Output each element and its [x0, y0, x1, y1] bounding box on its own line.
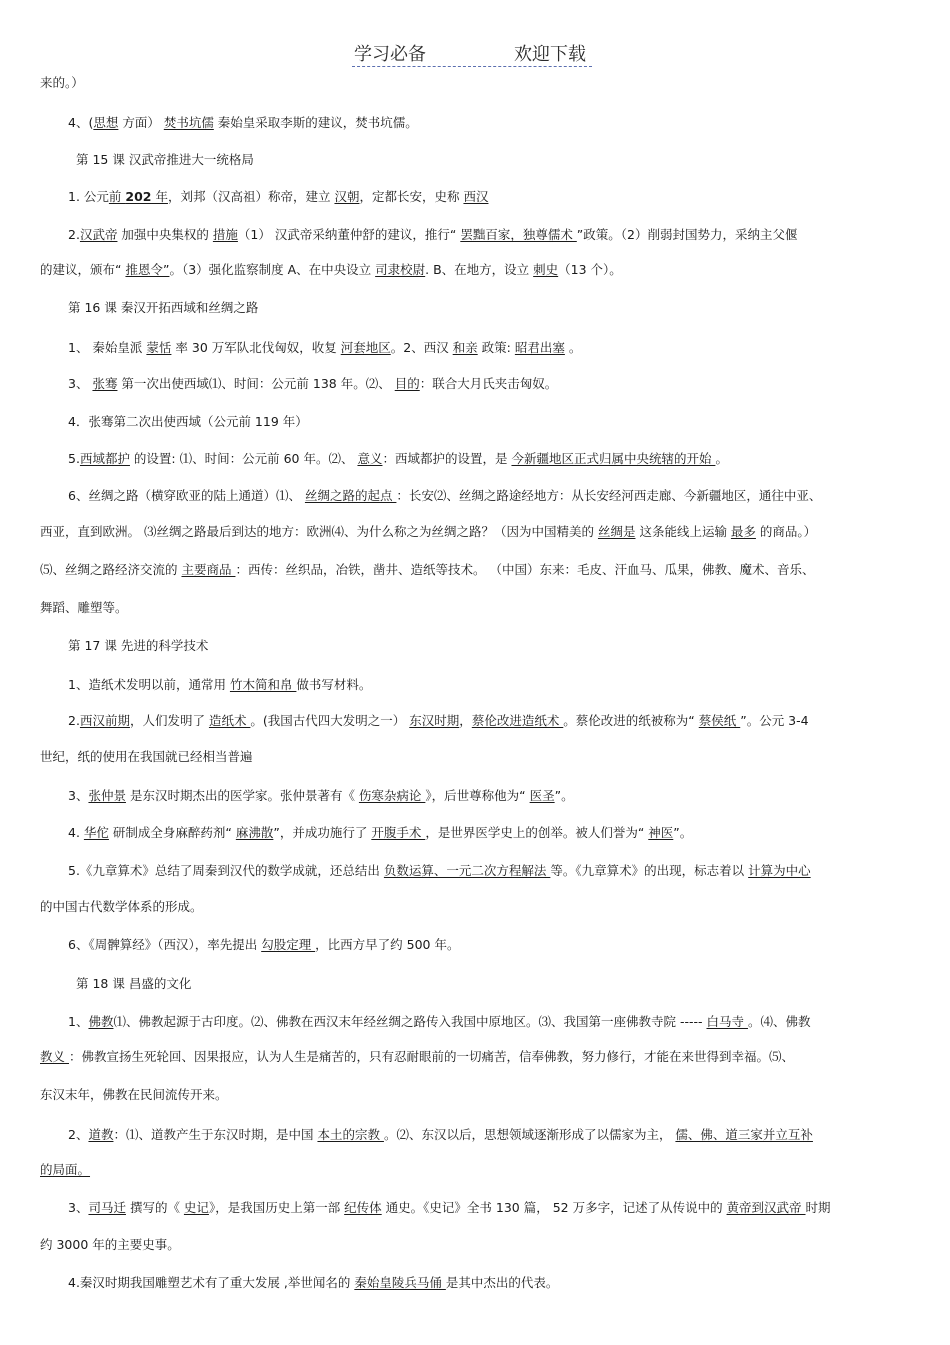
underlined-answer: 最多 — [730, 524, 756, 539]
text-span: 3、 — [68, 376, 93, 391]
text-span: 。（3）强化监察制度 A、在中央设立 — [169, 262, 376, 277]
text-span: 4.秦汉时期我国雕塑艺术有了重大发展 ,举世闻名的 — [68, 1275, 355, 1290]
text-line — [68, 298, 258, 318]
underlined-answer: 神医 — [648, 825, 674, 840]
underlined-answer: 汉朝 — [334, 189, 360, 204]
text-line — [40, 1085, 228, 1105]
text-line — [68, 113, 418, 133]
text-line — [68, 338, 581, 358]
text-span: 。 — [715, 451, 728, 466]
text-line — [68, 1125, 813, 1145]
underlined-answer: 丝绸是 — [597, 524, 636, 539]
text-line — [68, 187, 488, 207]
text-span: ， — [459, 713, 472, 728]
text-span: 3、 — [68, 1200, 89, 1215]
underlined-answer: 汉武帝 — [79, 227, 118, 242]
text-span: 是其中杰出的代表。 — [445, 1275, 559, 1290]
underlined-answer: 202 — [125, 189, 152, 204]
underlined-answer: 勾股定理 — [261, 937, 316, 952]
text-line — [68, 1273, 558, 1293]
underlined-answer: 张仲景 — [88, 788, 126, 803]
text-line — [68, 675, 371, 695]
text-span: 率 30 万军队北伐匈奴，收复 — [171, 340, 341, 355]
underlined-answer: 伤寒杂病论 — [358, 788, 426, 803]
text-span: 》，后世尊称他为“ — [425, 788, 530, 803]
underlined-answer: 计算为中心 — [748, 863, 811, 878]
text-span: ：长安⑵、丝绸之路途经地方：从长安经河西走廊、今新疆地区，通往中亚、 — [396, 488, 822, 503]
text-span: 2. — [68, 227, 80, 242]
text-span: ，定都长安，史称 — [359, 189, 464, 204]
text-line — [68, 1198, 831, 1218]
text-span: 时期 — [805, 1200, 831, 1215]
underlined-answer: 目的 — [394, 376, 420, 391]
text-span: ：⑴、道教产生于东汉时期，是中国 — [113, 1127, 318, 1142]
text-span: 4. — [68, 825, 84, 840]
underlined-answer: 本土的宗教 — [317, 1127, 384, 1142]
underlined-answer: 司隶校尉 — [375, 262, 426, 277]
underlined-answer: 竹木简和帛 — [229, 677, 297, 692]
text-span: 。⑵、东汉以后，思想领域逐渐形成了以儒家为主， — [383, 1127, 676, 1142]
underlined-answer: 负数运算、一元二次方程解法 — [383, 863, 551, 878]
text-span: 5. — [68, 451, 80, 466]
underlined-answer: 今新疆地区正式归属中央统辖的开始 — [511, 451, 716, 466]
text-span: 第 15 课 汉武帝推进大一统格局 — [76, 152, 254, 167]
text-span: 世纪，纸的使用在我国就已经相当普遍 — [40, 749, 253, 764]
underlined-answer: 麻沸散 — [235, 825, 274, 840]
text-span: 1、 — [68, 1014, 89, 1029]
underlined-answer: 白马寺 — [706, 1014, 748, 1029]
text-span: 西亚，直到欧洲。 ⑶丝绸之路最后到达的地方：欧洲⑷、为什么称之为丝绸之路？（因为中国精美的 — [40, 524, 598, 539]
text-span: 第 17 课 先进的科学技术 — [68, 638, 209, 653]
underlined-answer: 黄帝到汉武帝 — [726, 1200, 806, 1215]
text-span: ：佛教宣扬生死轮回、因果报应，认为人生是痛苦的，只有忍耐眼前的一切痛苦，信奉佛教，努力修行，才能在来世得到幸福。⑸、 — [68, 1049, 794, 1064]
text-span: 6、丝绸之路（横穿欧亚的陆上通道）⑴、 — [68, 488, 305, 503]
text-line — [68, 374, 557, 394]
text-span: ”政策。（2）削弱封国势力，采纳主父偃 — [576, 227, 798, 242]
text-line — [40, 1160, 90, 1180]
underlined-answer: 史记 — [183, 1200, 209, 1215]
underlined-answer: 华佗 — [83, 825, 109, 840]
text-span: 。⑷、佛教 — [747, 1014, 811, 1029]
underlined-answer: 教义 — [40, 1049, 69, 1064]
underlined-answer: 意义 — [357, 451, 383, 466]
text-span: 撰写的《 — [125, 1200, 184, 1215]
text-span: 。2、西汉 — [390, 340, 453, 355]
text-span: ：西域都护的设置，是 — [382, 451, 512, 466]
text-line — [40, 747, 253, 767]
underlined-answer: 西域都护 — [79, 451, 130, 466]
underlined-answer: 蔡侯纸 — [698, 713, 741, 728]
underlined-answer: 开腹手术 — [371, 825, 426, 840]
text-line — [40, 897, 203, 917]
text-span: 秦始皇采取李斯的建议，焚书坑儒。 — [213, 115, 418, 130]
text-span: 1、 秦始皇派 — [68, 340, 147, 355]
text-span: 》，是我国历史上第一部 — [208, 1200, 345, 1215]
header-right-text: 欢迎下载 — [514, 44, 586, 65]
text-span: 4、( — [68, 115, 94, 130]
text-line — [40, 522, 816, 542]
text-span: ，人们发明了 — [129, 713, 209, 728]
text-line — [40, 1235, 180, 1255]
text-line — [76, 150, 254, 170]
text-span: 做书写材料。 — [296, 677, 372, 692]
underlined-answer: 思想 — [93, 115, 119, 130]
text-line — [68, 412, 308, 432]
page-header — [352, 38, 592, 67]
text-span: 方面） — [118, 115, 164, 130]
header-left-text: 学习必备 — [354, 44, 426, 65]
text-span: 研制成全身麻醉药剂“ — [108, 825, 236, 840]
text-span: 的设置: ⑴、时间：公元前 60 年。⑵、 — [129, 451, 358, 466]
text-line — [68, 225, 797, 245]
text-span: ⑸、丝绸之路经济交流的 — [40, 562, 182, 577]
underlined-answer: 造纸术 — [208, 713, 251, 728]
text-span: 。(我国古代四大发明之一） — [250, 713, 410, 728]
text-line — [68, 935, 459, 955]
text-span: 。 — [564, 340, 582, 355]
text-span: ，是世界医学史上的创举。被人们誉为“ — [425, 825, 649, 840]
text-line — [40, 73, 84, 93]
text-line — [68, 636, 208, 656]
text-span: 是东汉时期杰出的医学家。张仲景著有《 — [125, 788, 359, 803]
text-span: 通史。《史记》全书 130 篇， 52 万多字，记述了从传说中的 — [381, 1200, 727, 1215]
underlined-answer: 秦始皇陵兵马俑 — [354, 1275, 446, 1290]
text-span: 舞蹈、雕塑等。 — [40, 600, 128, 615]
underlined-answer: 主要商品 — [181, 562, 236, 577]
underlined-answer: 西汉前期 — [79, 713, 130, 728]
text-span: 2、 — [68, 1127, 89, 1142]
text-span: 1、造纸术发明以前，通常用 — [68, 677, 230, 692]
text-span: ”。 — [554, 788, 574, 803]
text-span: 政策: — [477, 340, 515, 355]
underlined-answer: 东汉时期 — [409, 713, 460, 728]
text-line — [40, 598, 128, 618]
text-span: 第 18 课 昌盛的文化 — [76, 976, 192, 991]
text-span: 这条能线上运输 — [635, 524, 731, 539]
text-span: . B、在地方，设立 — [425, 262, 534, 277]
underlined-answer: 和亲 — [452, 340, 478, 355]
underlined-answer: 罢黜百家，独尊儒术 — [460, 227, 577, 242]
text-span: 的建议，颁布“ — [40, 262, 126, 277]
underlined-answer: 道教 — [88, 1127, 114, 1142]
underlined-answer: 佛教 — [88, 1014, 114, 1029]
text-span: ”。公元 3-4 — [740, 713, 809, 728]
underlined-answer: 推恩令” — [125, 262, 170, 277]
underlined-answer: 蔡伦改进造纸术 — [471, 713, 564, 728]
text-span: ：联合大月氏夹击匈奴。 — [419, 376, 558, 391]
text-span: 第一次出使西域⑴、时间：公元前 138 年。⑵、 — [117, 376, 395, 391]
underlined-answer: 前 — [108, 189, 126, 204]
text-span: 来的。） — [40, 75, 84, 90]
text-line — [68, 861, 811, 881]
text-line — [68, 711, 809, 731]
underlined-answer: 刺史 — [533, 262, 559, 277]
underlined-answer: 张骞 — [92, 376, 118, 391]
text-span: 。蔡伦改进的纸被称为“ — [563, 713, 699, 728]
underlined-answer: 儒、佛、道三家并立互补 — [675, 1127, 813, 1142]
underlined-answer: 焚书坑儒 — [163, 115, 214, 130]
text-span: ”。 — [673, 825, 693, 840]
text-span: 2. — [68, 713, 80, 728]
text-span: 6、《周髀算经》（西汉），率先提出 — [68, 937, 262, 952]
text-span: 4．张骞第二次出使西域（公元前 119 年） — [68, 414, 308, 429]
text-span: ，刘邦（汉高祖）称帝，建立 — [167, 189, 335, 204]
underlined-answer: 纪传体 — [344, 1200, 382, 1215]
text-line — [40, 260, 622, 280]
text-span: 5.《九章算术》总结了周秦到汉代的数学成就，还总结出 — [68, 863, 384, 878]
text-span: 东汉末年，佛教在民间流传开来。 — [40, 1087, 228, 1102]
text-span: ”，并成功施行了 — [273, 825, 372, 840]
text-span: ，比西方早了约 500 年。 — [315, 937, 460, 952]
underlined-answer: 西汉 — [463, 189, 489, 204]
text-line — [40, 1047, 794, 1067]
underlined-answer: 昭君出塞 — [514, 340, 565, 355]
underlined-answer: 河套地区 — [340, 340, 391, 355]
text-span: （1） 汉武帝采纳董仲舒的建议，推行“ — [237, 227, 461, 242]
text-line — [40, 560, 814, 580]
text-span: 的商品。） — [755, 524, 817, 539]
underlined-answer: 司马迁 — [88, 1200, 126, 1215]
text-span: 1. 公元 — [68, 189, 109, 204]
text-span: （13 个）。 — [558, 262, 622, 277]
underlined-answer: 蒙恬 — [146, 340, 172, 355]
text-line — [68, 486, 821, 506]
text-span: ：西传：丝织品，冶铁，凿井、造纸等技术。 （中国）东来：毛皮、汗血马、瓜果，佛教、魔术、音乐、 — [235, 562, 815, 577]
text-span: 约 3000 年的主要史事。 — [40, 1237, 180, 1252]
text-line — [68, 449, 728, 469]
underlined-answer: 的局面。 — [40, 1162, 91, 1177]
text-line — [68, 786, 574, 806]
underlined-answer: 医圣 — [529, 788, 555, 803]
text-span: 第 16 课 秦汉开拓西域和丝绸之路 — [68, 300, 259, 315]
text-span: 的中国古代数学体系的形成。 — [40, 899, 203, 914]
underlined-answer: 年 — [151, 189, 168, 204]
text-span: 3、 — [68, 788, 89, 803]
text-line — [68, 1012, 810, 1032]
text-span: 等。《九章算术》的出现，标志着以 — [550, 863, 749, 878]
text-line — [76, 974, 191, 994]
underlined-answer: 措施 — [212, 227, 238, 242]
text-span: ⑴、佛教起源于古印度。⑵、佛教在西汉末年经丝绸之路传入我国中原地区。⑶、我国第一座佛教寺院 ----- — [113, 1014, 707, 1029]
underlined-answer: 丝绸之路的起点 — [304, 488, 397, 503]
text-span: 加强中央集权的 — [117, 227, 213, 242]
text-line — [68, 823, 692, 843]
